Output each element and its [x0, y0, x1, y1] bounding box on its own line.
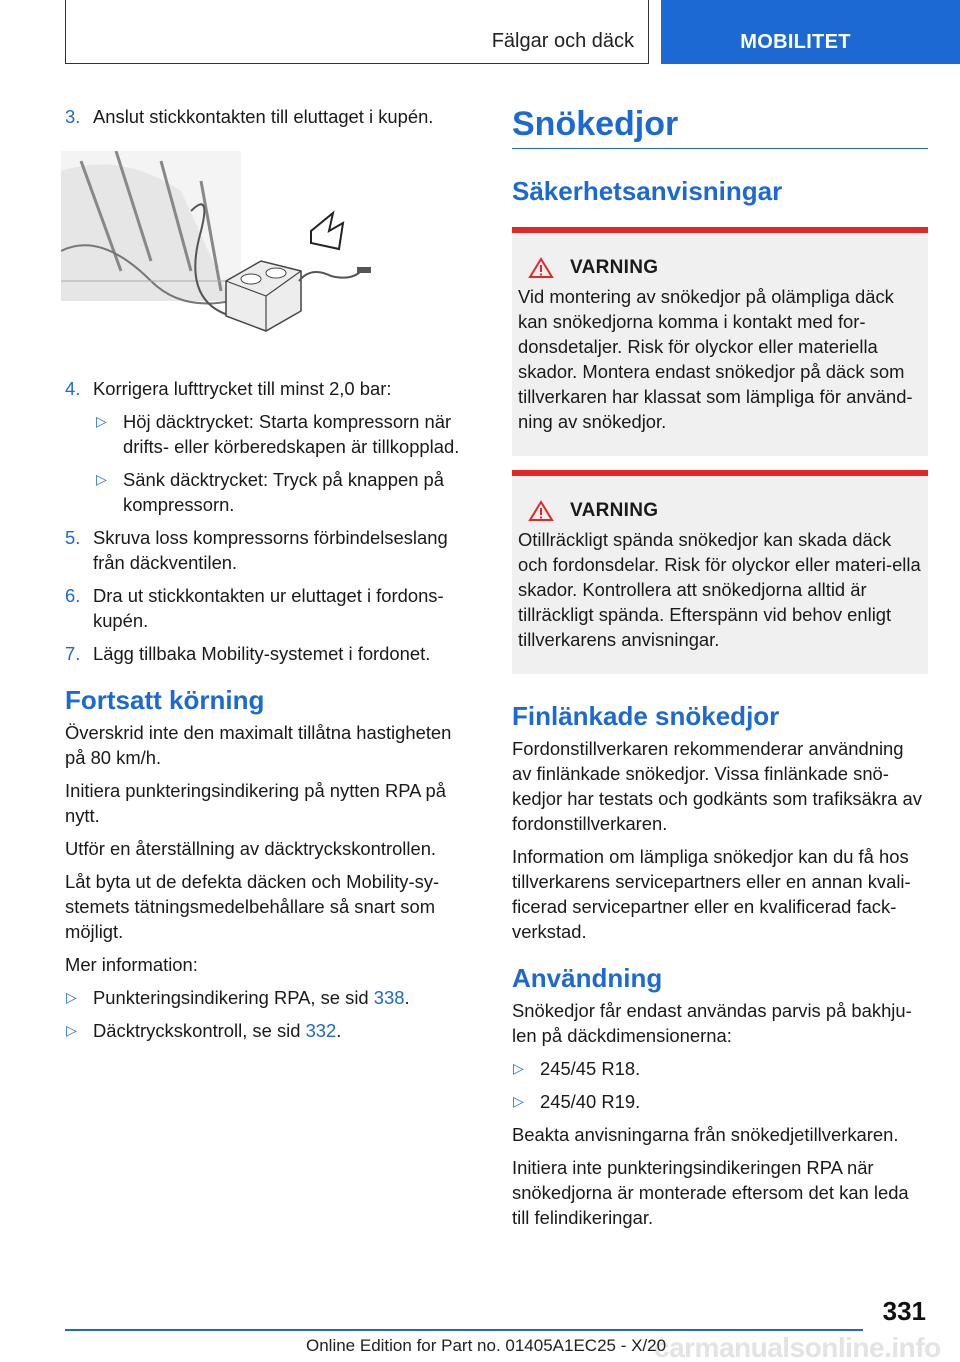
fine-link-heading: Finlänkade snökedjor: [512, 701, 780, 731]
paragraph: Beakta anvisningarna från snökedjetillverkaren.: [512, 1124, 899, 1145]
continued-driving-heading: Fortsatt körning: [65, 685, 265, 715]
warning-box-2: [512, 470, 928, 674]
list-item: [512, 1089, 928, 1114]
triangle-bullet-icon: ▷: [66, 989, 77, 1005]
step-6: [65, 583, 465, 633]
step-text: Lägg tillbaka Mobility-systemet i fordonet.: [93, 643, 431, 664]
step-text: Anslut stickkontakten till eluttaget i kupén.: [93, 106, 434, 127]
paragraph: Information om lämpliga snökedjor kan du få hos tillverkarens servicepartners eller en annan kvali-ficerad servicepartner eller en kvalificerad fack-verkstad.: [512, 846, 911, 942]
paragraph: Överskrid inte den maximalt tillåtna hastigheten på 80 km/h.: [65, 722, 452, 768]
watermark: carmanualsonline.info: [654, 1332, 941, 1362]
paragraph: Låt byta ut de defekta däcken och Mobility-sy-stemets tätningsmedelbehållare så snart som möjligt.: [65, 871, 440, 942]
warning-label: VARNING: [570, 257, 659, 278]
list-item: [95, 409, 465, 459]
paragraph: Initiera inte punkteringsindikeringen RPA när snökedjorna är monterade eftersom det kan leda till felindikeringar.: [512, 1157, 909, 1228]
step-text: Skruva loss kompressorns förbindelseslang från däckventilen.: [93, 527, 448, 573]
triangle-bullet-icon: ▷: [513, 1093, 524, 1109]
step-number: 6.: [65, 585, 81, 606]
triangle-bullet-icon: ▷: [96, 413, 107, 429]
link-text: Punkteringsindikering RPA, se sid: [93, 987, 374, 1008]
safety-heading: Säkerhetsanvisningar: [512, 176, 783, 206]
list-item-text: 245/40 R19.: [540, 1091, 641, 1112]
list-item: [95, 467, 465, 517]
section-title: Fälgar och däck: [491, 30, 634, 52]
list-item: [65, 985, 465, 1010]
step-7: [65, 641, 465, 666]
step-number: 5.: [65, 527, 81, 548]
triangle-bullet-icon: ▷: [513, 1060, 524, 1076]
step-4: [65, 376, 465, 401]
footer-divider: [65, 1329, 863, 1331]
arrow-icon: [311, 213, 343, 249]
link-end: .: [336, 1020, 342, 1041]
warning-triangle-icon: [528, 500, 554, 522]
warning-label: VARNING: [570, 500, 659, 521]
paragraph: Utför en återställning av däcktryckskontrollen.: [65, 838, 437, 859]
paragraph: Mer information:: [65, 954, 198, 975]
link-text: Däcktryckskontroll, se sid: [93, 1020, 306, 1041]
warning-title: [528, 255, 922, 280]
triangle-bullet-icon: ▷: [66, 1022, 77, 1038]
list-item-text: 245/45 R18.: [540, 1058, 641, 1079]
chapter-tab[interactable]: [661, 0, 960, 64]
step-3: [65, 104, 465, 129]
list-item: [512, 1056, 928, 1081]
page-link-338[interactable]: 338: [373, 987, 405, 1008]
list-item-text: Höj däcktrycket: Starta kompressorn när drifts- eller körberedskapen är tillkopplad.: [123, 411, 460, 457]
warning-triangle-icon: [528, 257, 554, 279]
warning-text: Vid montering av snökedjor på olämpliga däck kan snökedjorna komma i kontakt med for-donsdetaljer. Risk för olyckor eller materiella skador. Montera endast snökedjor på däck som tillverkaren har klassat som lämpliga för använd-ning av snökedjor.: [518, 286, 913, 432]
page-link-332[interactable]: 332: [305, 1020, 337, 1041]
link-end: .: [404, 987, 410, 1008]
paragraph: Fordonstillverkaren rekommenderar användning av finlänkade snökedjor. Vissa finlänkade snö-kedjor har testats och godkänts som trafiksäkra av fordonstillverkaren.: [512, 738, 922, 834]
footer-edition: Online Edition for Part no. 01405A1EC25 - X/20: [306, 1336, 667, 1355]
left-column: [65, 104, 465, 1051]
page-number: 331: [882, 1296, 926, 1326]
step-text: Korrigera lufttrycket till minst 2,0 bar:: [93, 378, 392, 399]
warning-text: Otillräckligt spända snökedjor kan skada däck och fordonsdelar. Risk för olyckor eller materi-ella skador. Kontrollera att snökedjorna alltid är tillräckligt spända. Efterspänn vid behov enligt tillverkarens anvisningar.: [518, 529, 921, 650]
step-5: [65, 525, 465, 575]
triangle-bullet-icon: ▷: [96, 471, 107, 487]
warning-title: [528, 498, 922, 523]
list-item-text: Sänk däcktrycket: Tryck på knappen på kompressorn.: [123, 469, 444, 515]
list-item: [65, 1018, 465, 1043]
page-title: Snökedjor: [512, 104, 928, 149]
step-text: Dra ut stickkontakten ur eluttaget i fordons-kupén.: [93, 585, 444, 631]
step-number: 7.: [65, 643, 81, 664]
usage-heading: Användning: [512, 963, 663, 993]
step-number: 3.: [65, 106, 81, 127]
header-section-box: [65, 0, 649, 64]
paragraph: Initiera punkteringsindikering på nytten RPA på nytt.: [65, 780, 446, 826]
compressor-illustration: [61, 151, 461, 341]
step-number: 4.: [65, 378, 81, 399]
paragraph: Snökedjor får endast användas parvis på bakhju-len på däckdimensionerna:: [512, 1000, 912, 1046]
chapter-tab-label: MOBILITET: [740, 31, 851, 53]
right-column: [512, 104, 928, 1238]
warning-box-1: [512, 227, 928, 456]
